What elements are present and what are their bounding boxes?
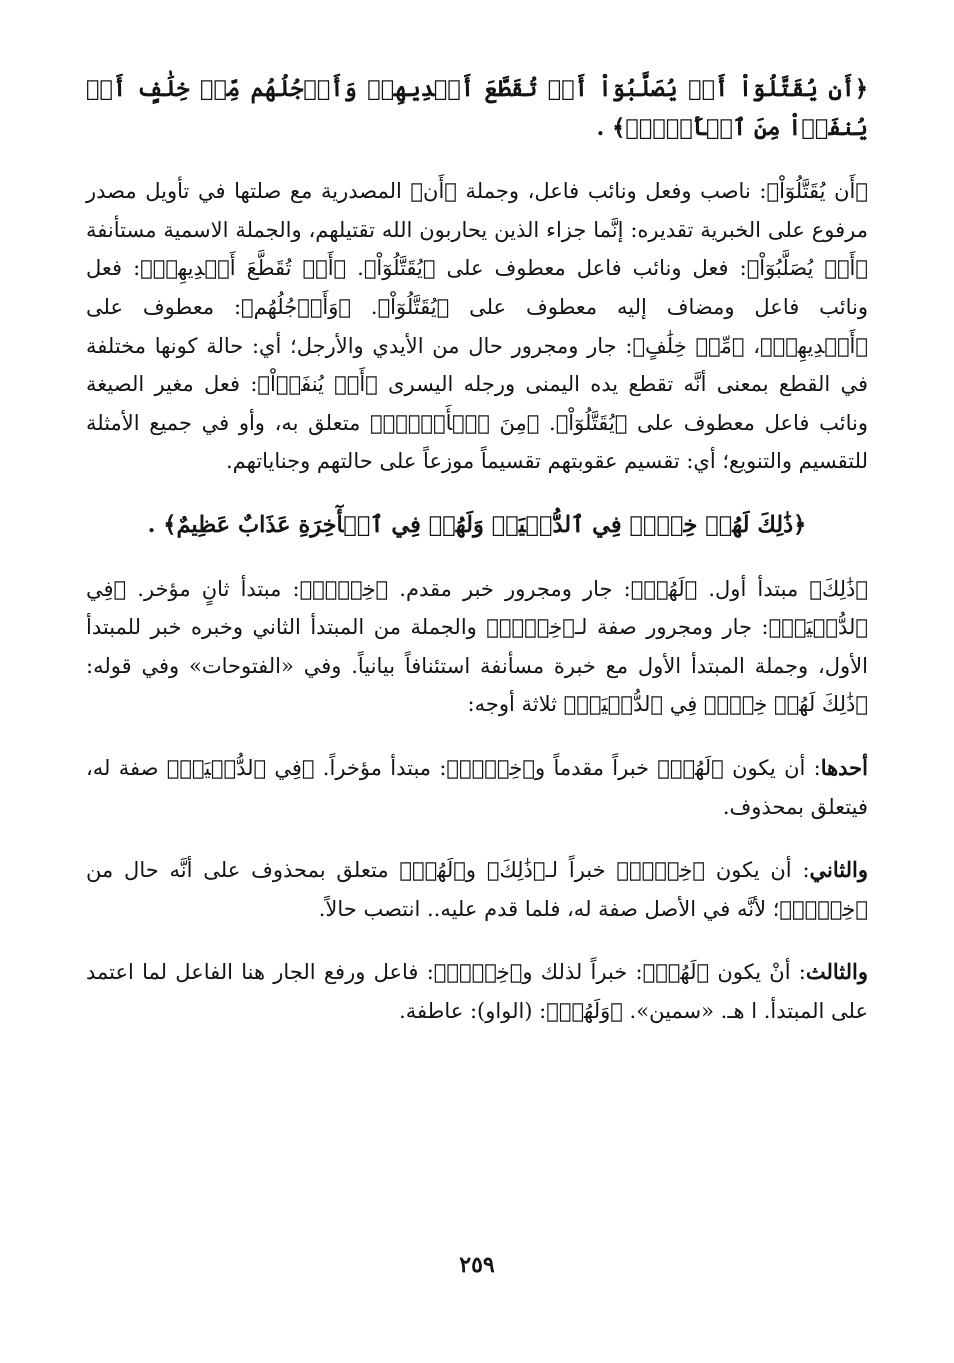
page-number: ٢٥٩ (459, 1252, 495, 1278)
paragraph-verse-2-analysis: ﴿ذَٰلِكَ﴾ مبتدأ أول. ﴿لَهُمۡ﴾: جار ومجرور خبر مقدم. ﴿خِزۡيٞ﴾: مبتدأ ثانٍ مؤخر. ﴿فِي ٱلدُّنۡيَاۖ﴾: جار ومجرور صفة لـ﴿خِزۡيٞ﴾ والجملة من المبتدأ الثاني وخبره خبر للمبتدأ الأول، وجملة المبتدأ الأول مع خبرة مسأنفة استئنافاً بيانياً. وفي «الفتوحات» وفي قوله: ﴿ذَٰلِكَ لَهُمۡ خِزۡيٞ فِي ٱلدُّنۡيَاۖ﴾ ثلاثة أوجه: (86, 576, 868, 717)
paragraph-gap (86, 545, 868, 570)
paragraph-third-aspect (86, 953, 868, 1030)
second-aspect-text: : أن يكون ﴿خِزۡيٞ﴾ خبراً لـ﴿ذَٰلِكَ﴾ و﴿لَهُمۡ﴾ متعلق بمحذوف على أنَّه حال من ﴿خِزۡيٞ﴾؛ لأنَّه في الأصل صفة له، فلما قدم عليه.. انتصب حالاً. (86, 858, 868, 921)
paragraph-gap (86, 147, 868, 172)
paragraph-gap (86, 826, 868, 851)
paragraph-second-aspect (86, 851, 868, 928)
first-aspect-heading: أحدها (820, 754, 868, 780)
quran-verse-2: ﴿ذَٰلِكَ لَهُمۡ خِزۡيٞ فِي ٱلدُّنۡيَاۖ وَلَهُمۡ فِي ٱلۡأٓخِرَةِ عَذَابٌ عَظِيمٌ﴾ . (147, 511, 807, 538)
second-aspect-heading: والثاني (809, 857, 868, 883)
third-aspect-heading: والثالث (805, 959, 868, 985)
paragraph-gap (86, 928, 868, 953)
quran-verse-1: ﴿أَن يُقَتَّلُوٓاْ أَوۡ يُصَلَّبُوٓاْ أَوۡ تُقَطَّعَ أَيۡدِيهِمۡ وَأَرۡجُلُهُم مِّنۡ خِلَٰفٍ أَوۡ يُنفَوۡاْ مِنَ ٱلۡأَرۡضِۚ﴾ . (86, 76, 869, 141)
paragraph-gap (86, 724, 868, 749)
third-aspect-text: : أنْ يكون ﴿لَهُمۡ﴾: خبراً لذلك و﴿خِزۡيٞ﴾: فاعل ورفع الجار هنا الفاعل لما اعتمد على المبتدأ. ا هـ. «سمين». ﴿وَلَهُمۡ﴾: (الواو): عاطفة. (86, 960, 868, 1023)
paragraph-first-aspect (86, 749, 868, 826)
paragraph-gap (86, 481, 868, 506)
first-aspect-text: : أن يكون ﴿لَهُمۡ﴾ خبراً مقدماً و﴿خِزۡيٞ﴾: مبتدأ مؤخراً. ﴿فِي ٱلدُّنۡيَاۖ﴾ صفة له، فيتعلق بمحذوف. (86, 755, 868, 819)
paragraph-verse-1-analysis: ﴿أَن يُقَتَّلُوٓاْ﴾: ناصب وفعل ونائب فاعل، وجملة ﴿أَن﴾ المصدرية مع صلتها في تأويل مصدر مرفوع على الخبرية تقديره: إنَّما جزاء الذين يحاربون الله تقتيلهم، والجملة الاسمية مستأنفة ﴿أَوۡ يُصَلَّبُوٓاْ﴾: فعل ونائب فاعل معطوف على ﴿يُقَتَّلُوٓاْ﴾. ﴿أَوۡ تُقَطَّعَ أَيۡدِيهِمۡ﴾: فعل ونائب فاعل ومضاف إليه معطوف على ﴿يُقَتَّلُوٓاْ﴾. ﴿وَأَرۡجُلُهُم﴾: معطوف على ﴿أَيۡدِيهِمۡ﴾، ﴿مِّنۡ خِلَٰفٍ﴾: جار ومجرور حال من الأيدي والأرجل؛ أي: حالة كونها مختلفة في القطع بمعنى أنَّه تقطع يده اليمنى ورجله اليسرى ﴿أَوۡ يُنفَوۡاْ﴾: فعل مغير الصيغة ونائب فاعل معطوف على ﴿يُقَتَّلُوٓاْ﴾. ﴿مِنَ ٱلۡأَرۡضِۚ﴾ متعلق به، وأو في جميع الأمثلة للتقسيم والتنويع؛ أي: تقسيم عقوبتهم تقسيماً موزعاً على حالتهم وجناياتهم. (86, 179, 868, 474)
page-body (86, 70, 868, 1030)
